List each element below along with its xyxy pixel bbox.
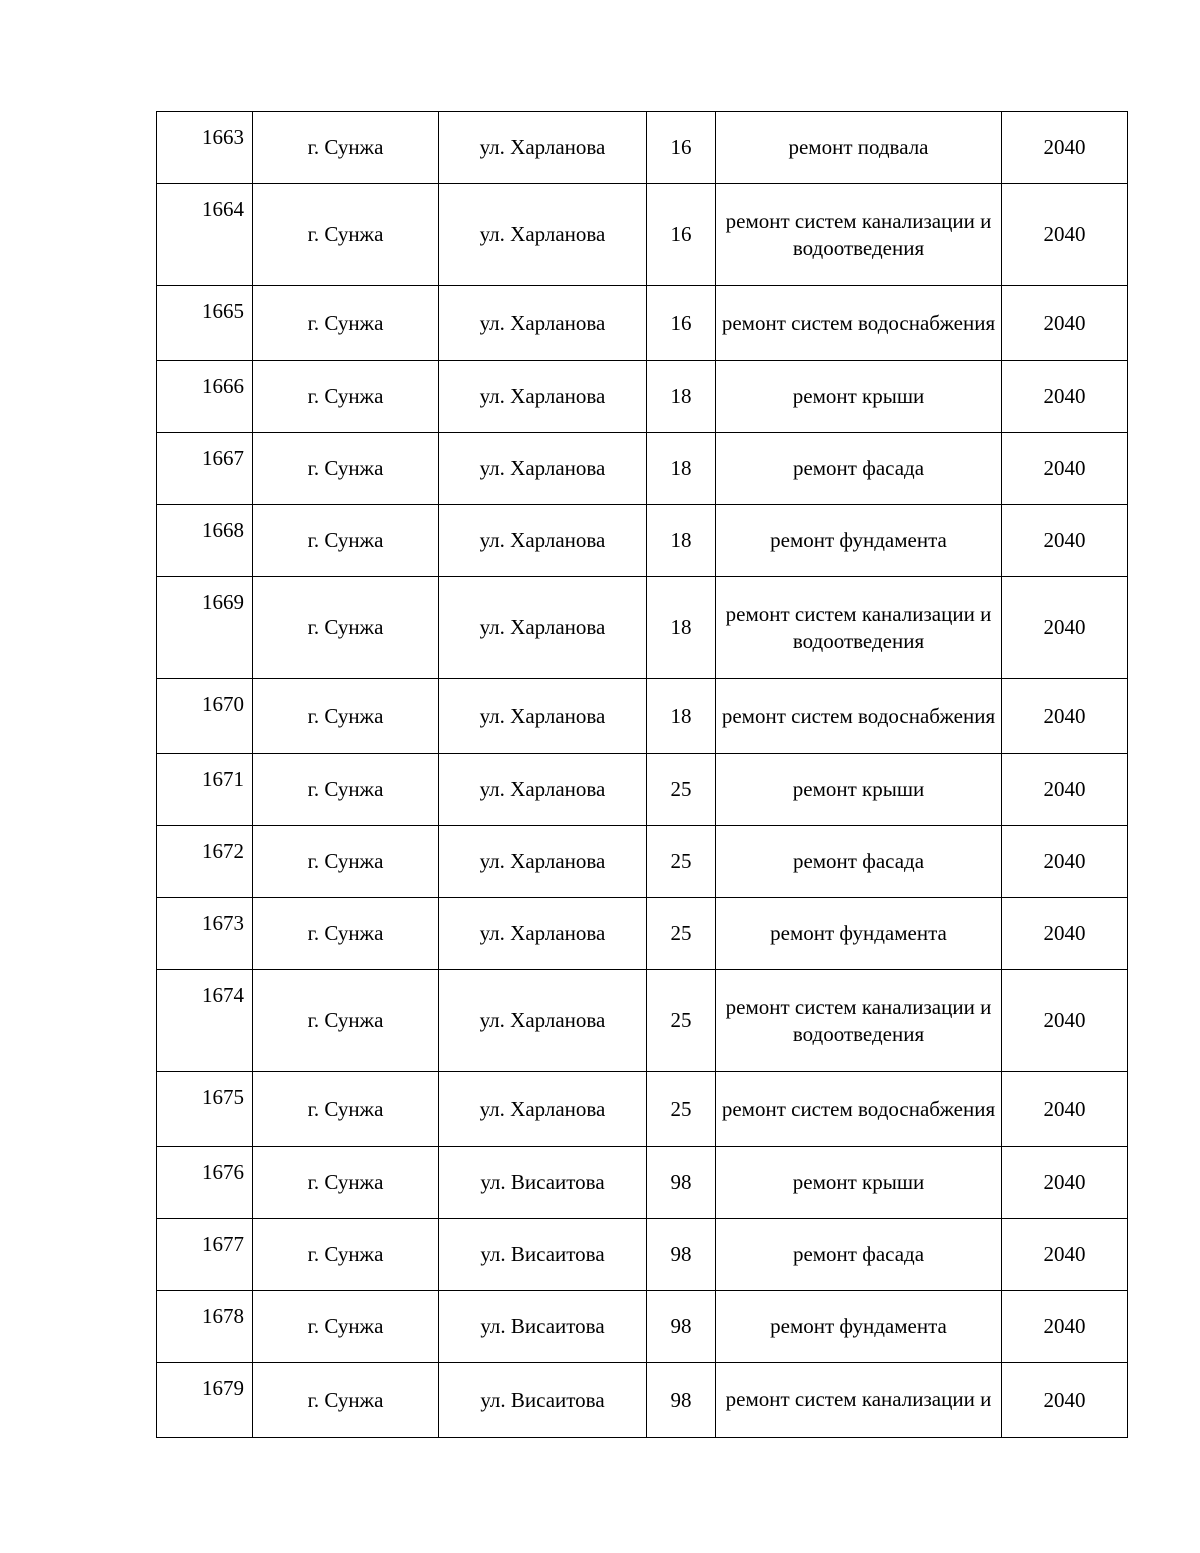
city-cell: г. Сунжа bbox=[253, 679, 439, 754]
work-type-cell: ремонт систем водоснабжения bbox=[716, 286, 1002, 361]
house-cell: 98 bbox=[647, 1291, 716, 1363]
house-cell: 16 bbox=[647, 112, 716, 184]
street-cell: ул. Харланова bbox=[439, 112, 647, 184]
city-cell: г. Сунжа bbox=[253, 1147, 439, 1219]
row-number: 1679 bbox=[157, 1363, 253, 1438]
year-cell: 2040 bbox=[1002, 1072, 1128, 1147]
house-cell: 98 bbox=[647, 1219, 716, 1291]
year-cell: 2040 bbox=[1002, 679, 1128, 754]
table-row bbox=[157, 184, 1128, 286]
street-cell: ул. Харланова bbox=[439, 754, 647, 826]
street-cell: ул. Харланова bbox=[439, 433, 647, 505]
house-cell: 16 bbox=[647, 286, 716, 361]
year-cell: 2040 bbox=[1002, 361, 1128, 433]
city-cell: г. Сунжа bbox=[253, 1072, 439, 1147]
year-cell: 2040 bbox=[1002, 970, 1128, 1072]
city-cell: г. Сунжа bbox=[253, 505, 439, 577]
city-cell: г. Сунжа bbox=[253, 826, 439, 898]
house-cell: 16 bbox=[647, 184, 716, 286]
table-row bbox=[157, 361, 1128, 433]
house-cell: 98 bbox=[647, 1363, 716, 1438]
city-cell: г. Сунжа bbox=[253, 1291, 439, 1363]
work-type-cell: ремонт фасада bbox=[716, 826, 1002, 898]
row-number: 1677 bbox=[157, 1219, 253, 1291]
house-cell: 18 bbox=[647, 577, 716, 679]
street-cell: ул. Харланова bbox=[439, 826, 647, 898]
city-cell: г. Сунжа bbox=[253, 112, 439, 184]
row-number: 1675 bbox=[157, 1072, 253, 1147]
work-type-cell: ремонт крыши bbox=[716, 754, 1002, 826]
work-type-cell: ремонт фундамента bbox=[716, 505, 1002, 577]
city-cell: г. Сунжа bbox=[253, 184, 439, 286]
year-cell: 2040 bbox=[1002, 577, 1128, 679]
work-type-cell: ремонт крыши bbox=[716, 1147, 1002, 1219]
house-cell: 18 bbox=[647, 505, 716, 577]
work-type-cell: ремонт систем канализации и водоотведения bbox=[716, 184, 1002, 286]
house-cell: 25 bbox=[647, 826, 716, 898]
year-cell: 2040 bbox=[1002, 754, 1128, 826]
house-cell: 18 bbox=[647, 433, 716, 505]
house-cell: 98 bbox=[647, 1147, 716, 1219]
row-number: 1668 bbox=[157, 505, 253, 577]
city-cell: г. Сунжа bbox=[253, 898, 439, 970]
city-cell: г. Сунжа bbox=[253, 970, 439, 1072]
city-cell: г. Сунжа bbox=[253, 286, 439, 361]
row-number: 1665 bbox=[157, 286, 253, 361]
street-cell: ул. Харланова bbox=[439, 679, 647, 754]
street-cell: ул. Висаитова bbox=[439, 1147, 647, 1219]
street-cell: ул. Висаитова bbox=[439, 1291, 647, 1363]
table-row bbox=[157, 1363, 1128, 1438]
year-cell: 2040 bbox=[1002, 1147, 1128, 1219]
table-row bbox=[157, 679, 1128, 754]
year-cell: 2040 bbox=[1002, 1219, 1128, 1291]
year-cell: 2040 bbox=[1002, 826, 1128, 898]
row-number: 1664 bbox=[157, 184, 253, 286]
table-row bbox=[157, 505, 1128, 577]
year-cell: 2040 bbox=[1002, 505, 1128, 577]
table-row bbox=[157, 112, 1128, 184]
work-type-cell: ремонт фасада bbox=[716, 1219, 1002, 1291]
table-row bbox=[157, 1219, 1128, 1291]
row-number: 1672 bbox=[157, 826, 253, 898]
work-type-cell: ремонт фундамента bbox=[716, 1291, 1002, 1363]
work-type-cell: ремонт систем канализации и bbox=[716, 1363, 1002, 1438]
city-cell: г. Сунжа bbox=[253, 433, 439, 505]
table-row bbox=[157, 1072, 1128, 1147]
table-row bbox=[157, 826, 1128, 898]
house-cell: 25 bbox=[647, 1072, 716, 1147]
row-number: 1678 bbox=[157, 1291, 253, 1363]
table-row bbox=[157, 1147, 1128, 1219]
work-type-cell: ремонт крыши bbox=[716, 361, 1002, 433]
year-cell: 2040 bbox=[1002, 898, 1128, 970]
row-number: 1674 bbox=[157, 970, 253, 1072]
year-cell: 2040 bbox=[1002, 433, 1128, 505]
street-cell: ул. Харланова bbox=[439, 1072, 647, 1147]
city-cell: г. Сунжа bbox=[253, 577, 439, 679]
table-row bbox=[157, 577, 1128, 679]
street-cell: ул. Висаитова bbox=[439, 1363, 647, 1438]
table-row bbox=[157, 433, 1128, 505]
house-cell: 25 bbox=[647, 970, 716, 1072]
row-number: 1671 bbox=[157, 754, 253, 826]
street-cell: ул. Харланова bbox=[439, 505, 647, 577]
street-cell: ул. Харланова bbox=[439, 361, 647, 433]
row-number: 1669 bbox=[157, 577, 253, 679]
city-cell: г. Сунжа bbox=[253, 1363, 439, 1438]
house-cell: 18 bbox=[647, 679, 716, 754]
year-cell: 2040 bbox=[1002, 112, 1128, 184]
work-type-cell: ремонт систем водоснабжения bbox=[716, 679, 1002, 754]
street-cell: ул. Харланова bbox=[439, 898, 647, 970]
work-type-cell: ремонт подвала bbox=[716, 112, 1002, 184]
table-row bbox=[157, 1291, 1128, 1363]
house-cell: 25 bbox=[647, 754, 716, 826]
row-number: 1663 bbox=[157, 112, 253, 184]
street-cell: ул. Харланова bbox=[439, 577, 647, 679]
year-cell: 2040 bbox=[1002, 286, 1128, 361]
house-cell: 25 bbox=[647, 898, 716, 970]
street-cell: ул. Харланова bbox=[439, 286, 647, 361]
street-cell: ул. Харланова bbox=[439, 184, 647, 286]
row-number: 1667 bbox=[157, 433, 253, 505]
table-row bbox=[157, 286, 1128, 361]
row-number: 1670 bbox=[157, 679, 253, 754]
work-type-cell: ремонт систем канализации и водоотведения bbox=[716, 970, 1002, 1072]
table-row bbox=[157, 898, 1128, 970]
year-cell: 2040 bbox=[1002, 184, 1128, 286]
work-type-cell: ремонт систем канализации и водоотведения bbox=[716, 577, 1002, 679]
street-cell: ул. Харланова bbox=[439, 970, 647, 1072]
year-cell: 2040 bbox=[1002, 1363, 1128, 1438]
work-type-cell: ремонт фундамента bbox=[716, 898, 1002, 970]
work-type-cell: ремонт фасада bbox=[716, 433, 1002, 505]
city-cell: г. Сунжа bbox=[253, 754, 439, 826]
row-number: 1673 bbox=[157, 898, 253, 970]
year-cell: 2040 bbox=[1002, 1291, 1128, 1363]
works-table bbox=[156, 111, 1128, 1438]
city-cell: г. Сунжа bbox=[253, 1219, 439, 1291]
table-row bbox=[157, 970, 1128, 1072]
table-row bbox=[157, 754, 1128, 826]
city-cell: г. Сунжа bbox=[253, 361, 439, 433]
row-number: 1666 bbox=[157, 361, 253, 433]
street-cell: ул. Висаитова bbox=[439, 1219, 647, 1291]
work-type-cell: ремонт систем водоснабжения bbox=[716, 1072, 1002, 1147]
row-number: 1676 bbox=[157, 1147, 253, 1219]
house-cell: 18 bbox=[647, 361, 716, 433]
